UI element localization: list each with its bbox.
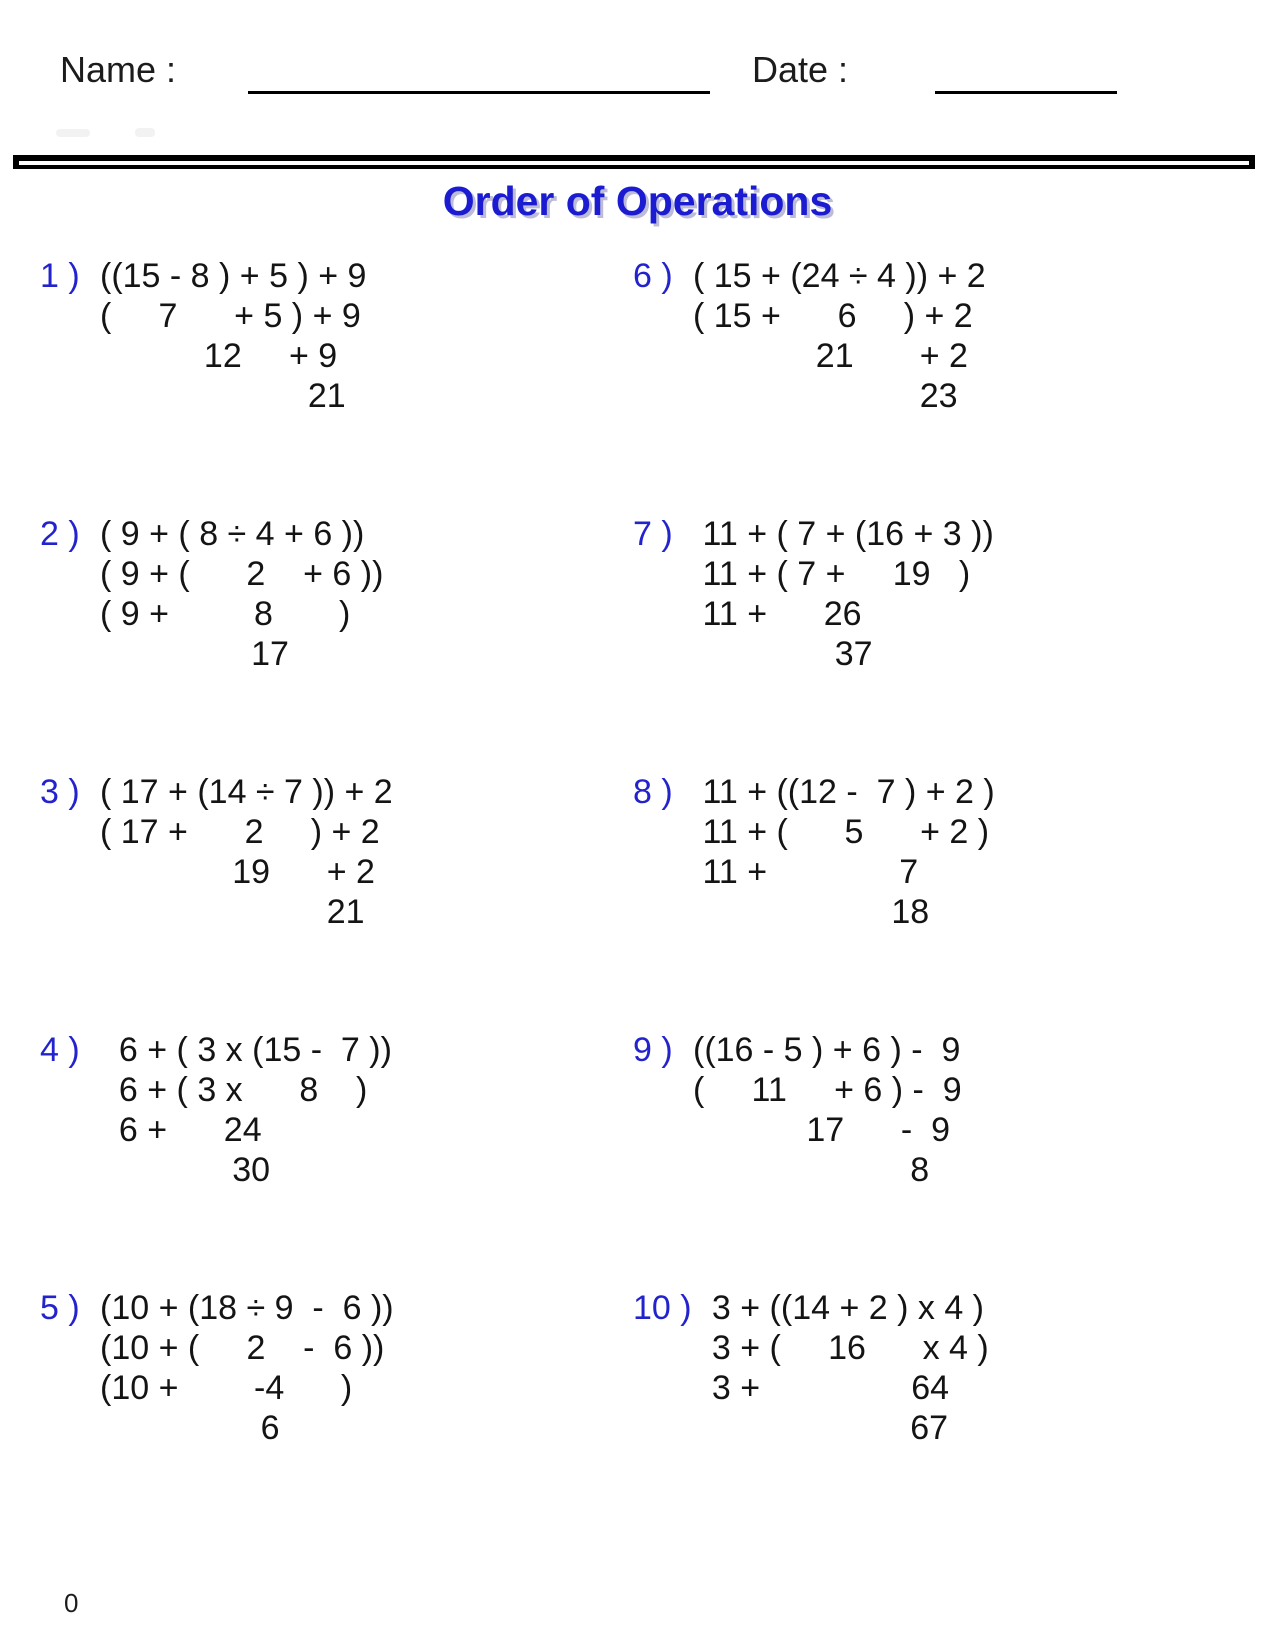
problem-9 xyxy=(633,1030,962,1190)
problem-number: 1 ) xyxy=(40,257,80,295)
problem-work xyxy=(693,1288,989,1448)
work-line: 6 + ( 3 x (15 - 7 )) xyxy=(100,1031,392,1069)
work-line: 3 + ((14 + 2 ) x 4 ) xyxy=(693,1289,985,1327)
problem-number: 4 ) xyxy=(40,1031,80,1069)
name-blank-line xyxy=(248,91,710,94)
work-line: (10 + -4 ) xyxy=(100,1369,353,1407)
work-line: 3 + ( 16 x 4 ) xyxy=(693,1329,989,1367)
problem-work xyxy=(100,256,366,416)
work-line: 17 - 9 xyxy=(693,1111,950,1149)
problem-work xyxy=(100,1288,394,1448)
problem-4 xyxy=(40,1030,392,1190)
work-line: 30 xyxy=(100,1151,271,1189)
work-line: ( 7 + 5 ) + 9 xyxy=(100,297,361,335)
work-line: 19 + 2 xyxy=(100,853,375,891)
work-line: 11 + ( 5 + 2 ) xyxy=(693,813,990,851)
problem-work xyxy=(693,256,986,416)
header-divider xyxy=(13,155,1255,169)
problem-6 xyxy=(633,256,986,416)
work-line: ( 15 + (24 ÷ 4 )) + 2 xyxy=(693,257,986,295)
work-line: (10 + (18 ÷ 9 - 6 )) xyxy=(100,1289,394,1327)
work-line: 3 + 64 xyxy=(693,1369,950,1407)
page-number: 0 xyxy=(64,1588,79,1618)
problem-1 xyxy=(40,256,366,416)
problem-work xyxy=(693,514,994,674)
problem-work xyxy=(100,514,383,674)
work-line: 8 xyxy=(693,1151,930,1189)
faint-artifact xyxy=(135,128,155,137)
work-line: (10 + ( 2 - 6 )) xyxy=(100,1329,385,1367)
problem-number: 3 ) xyxy=(40,773,80,811)
problem-8 xyxy=(633,772,995,932)
name-label: Name : xyxy=(60,49,177,90)
problem-number: 8 ) xyxy=(633,773,673,811)
work-line: 67 xyxy=(693,1409,949,1447)
work-line: 6 xyxy=(100,1409,280,1447)
problem-number: 6 ) xyxy=(633,257,673,295)
date-label: Date : xyxy=(752,49,849,90)
work-line: 17 xyxy=(100,635,289,673)
problem-work xyxy=(693,772,995,932)
problem-5 xyxy=(40,1288,394,1448)
problem-number: 5 ) xyxy=(40,1289,80,1327)
problem-work xyxy=(100,772,393,932)
work-line: 21 xyxy=(100,893,365,931)
problem-number: 7 ) xyxy=(633,515,673,553)
problem-work xyxy=(693,1030,962,1190)
work-line: 18 xyxy=(693,893,930,931)
problem-number: 2 ) xyxy=(40,515,80,553)
work-line: ( 9 + 8 ) xyxy=(100,595,351,633)
work-line: ((16 - 5 ) + 6 ) - 9 xyxy=(693,1031,961,1069)
work-line: 21 xyxy=(100,377,346,415)
work-line: ((15 - 8 ) + 5 ) + 9 xyxy=(100,257,367,295)
problem-2 xyxy=(40,514,383,674)
work-line: ( 17 + 2 ) + 2 xyxy=(100,813,380,851)
work-line: 11 + ((12 - 7 ) + 2 ) xyxy=(693,773,995,811)
work-line: ( 15 + 6 ) + 2 xyxy=(693,297,973,335)
work-line: 12 + 9 xyxy=(100,337,338,375)
work-line: 6 + 24 xyxy=(100,1111,262,1149)
work-line: 6 + ( 3 x 8 ) xyxy=(100,1071,368,1109)
work-line: ( 9 + ( 8 ÷ 4 + 6 )) xyxy=(100,515,365,553)
problem-10 xyxy=(633,1288,989,1448)
problem-number: 9 ) xyxy=(633,1031,673,1069)
page-title: Order of Operations xyxy=(442,178,833,224)
work-line: 11 + ( 7 + (16 + 3 )) xyxy=(693,515,994,553)
work-line: 11 + 7 xyxy=(693,853,919,891)
date-blank-line xyxy=(935,91,1117,94)
problem-7 xyxy=(633,514,994,674)
work-line: 21 + 2 xyxy=(693,337,968,375)
work-line: 11 + ( 7 + 19 ) xyxy=(693,555,971,593)
problem-work xyxy=(100,1030,392,1190)
work-line: 37 xyxy=(693,635,873,673)
work-line: ( 9 + ( 2 + 6 )) xyxy=(100,555,384,593)
work-line: ( 17 + (14 ÷ 7 )) + 2 xyxy=(100,773,393,811)
faint-artifact xyxy=(56,129,90,137)
work-line: 11 + 26 xyxy=(693,595,862,633)
problem-number: 10 ) xyxy=(633,1289,692,1327)
work-line: ( 11 + 6 ) - 9 xyxy=(693,1071,962,1109)
work-line: 23 xyxy=(693,377,958,415)
problem-3 xyxy=(40,772,393,932)
